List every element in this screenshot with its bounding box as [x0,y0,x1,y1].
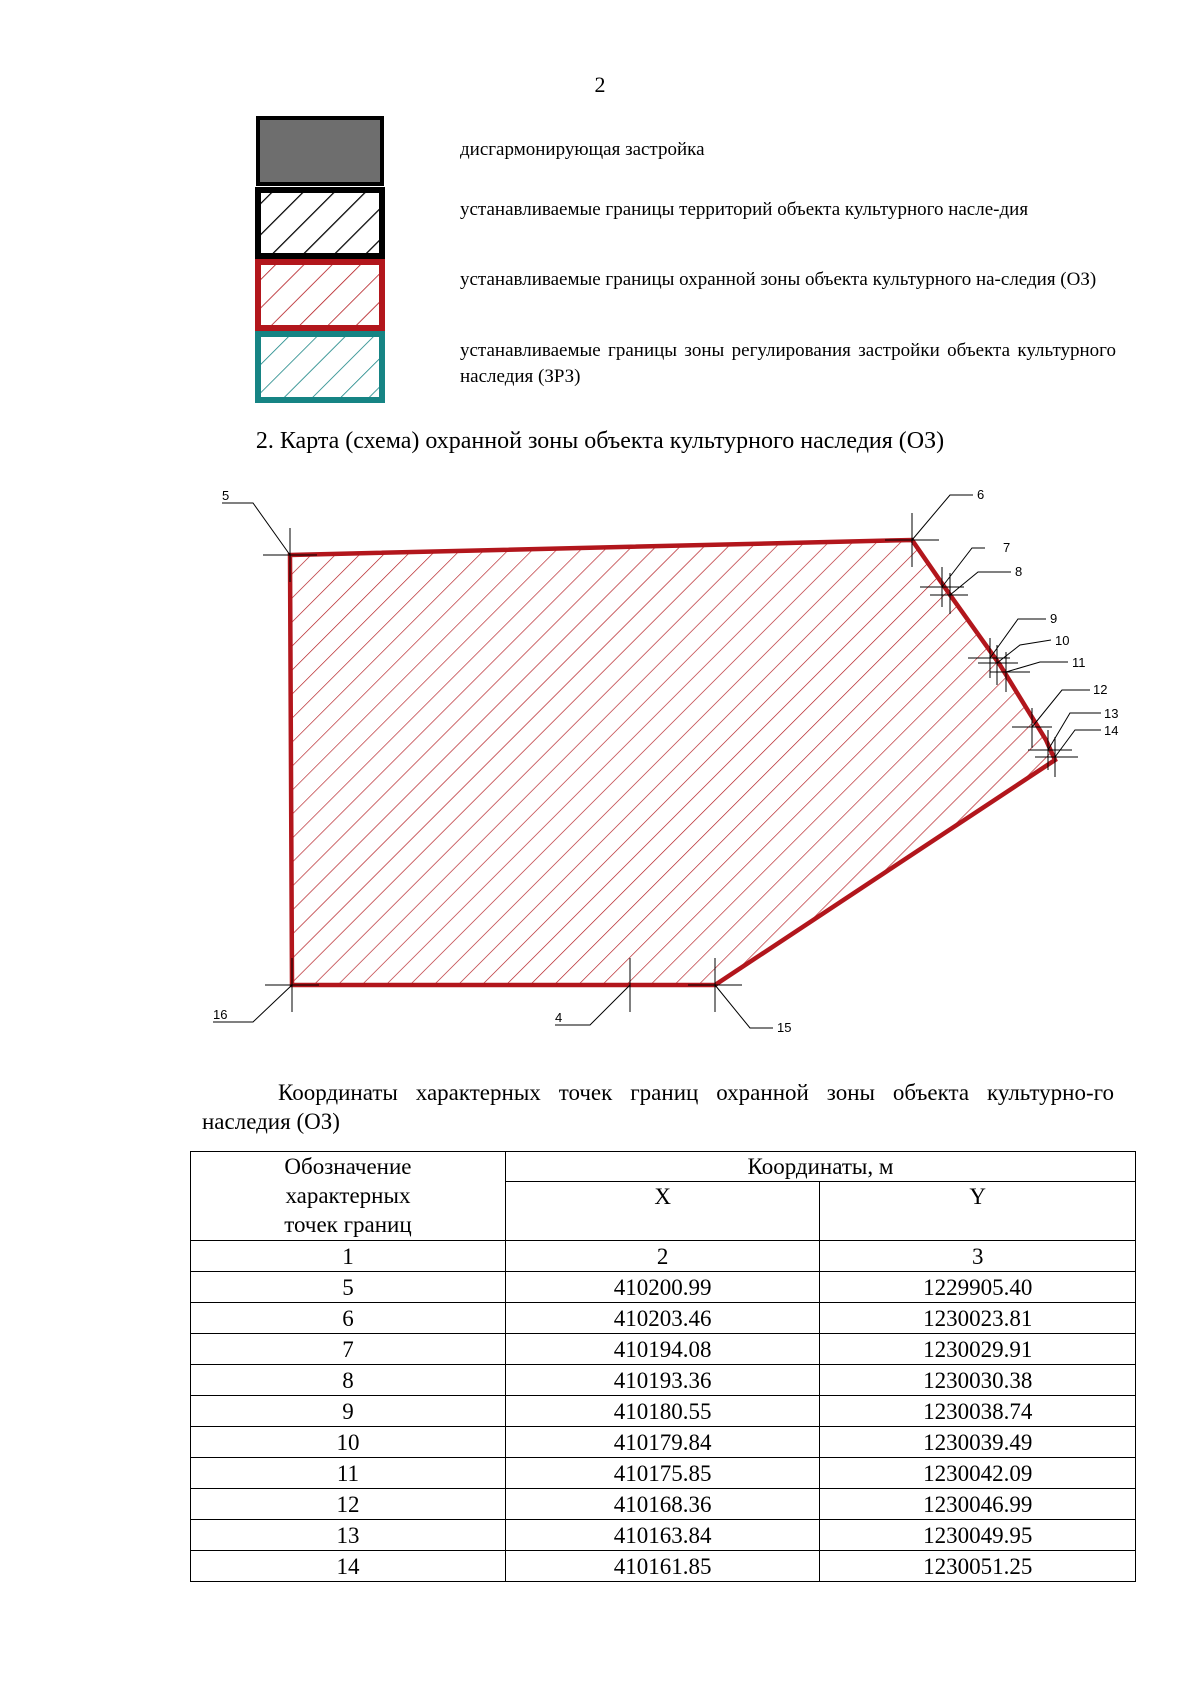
y-cell: 1230051.25 [820,1551,1136,1582]
x-cell: 410161.85 [505,1551,820,1582]
protection-zone-polygon [290,540,1058,985]
point-label-5: 5 [222,488,230,503]
point-label-6: 6 [977,487,985,502]
point-label-12: 12 [1093,682,1108,697]
table-row [191,1458,1136,1489]
x-cell: 410193.36 [505,1365,820,1396]
legend-text-territory: устанавливаемые границы территорий объекта культурного насле-дия [460,199,1029,220]
y-cell: 1230039.49 [820,1427,1136,1458]
point-cell: 11 [191,1458,506,1489]
header-x: X [505,1182,820,1241]
x-cell: 410163.84 [505,1520,820,1551]
table-row [191,1489,1136,1520]
header-y: Y [820,1182,1136,1241]
table-row [191,1272,1136,1303]
point-cell: 10 [191,1427,506,1458]
legend-text-disharmonious: дисгармонирующая застройка [460,139,705,160]
page-number: 2 [594,72,606,97]
y-cell: 1229905.40 [820,1272,1136,1303]
coordinates-table [190,1151,1136,1582]
x-cell: 410168.36 [505,1489,820,1520]
table-row [191,1427,1136,1458]
x-cell: 410194.08 [505,1334,820,1365]
numbering-cell: 3 [820,1241,1136,1272]
x-cell: 410200.99 [505,1272,820,1303]
header-point-designation: Обозначение характерных точек границ [191,1152,506,1241]
y-cell: 1230030.38 [820,1365,1136,1396]
table-row [191,1520,1136,1551]
point-label-9: 9 [1050,611,1058,626]
point-label-16: 16 [213,1007,228,1022]
x-cell: 410203.46 [505,1303,820,1334]
table-row [191,1551,1136,1582]
table-row [191,1365,1136,1396]
point-label-7: 7 [1003,540,1011,555]
table-row [191,1396,1136,1427]
y-cell: 1230023.81 [820,1303,1136,1334]
point-label-10: 10 [1055,633,1070,648]
x-cell: 410180.55 [505,1396,820,1427]
y-cell: 1230046.99 [820,1489,1136,1520]
y-cell: 1230029.91 [820,1334,1136,1365]
table-row [191,1334,1136,1365]
numbering-cell: 1 [191,1241,506,1272]
point-cell: 12 [191,1489,506,1520]
point-cell: 8 [191,1365,506,1396]
coords-caption: Координаты характерных точек границ охранной зоны объекта культурно-го наследия (ОЗ) [202,1080,1114,1134]
point-cell: 7 [191,1334,506,1365]
point-label-15: 15 [777,1020,792,1035]
table-row [191,1303,1136,1334]
y-cell: 1230038.74 [820,1396,1136,1427]
point-cell: 6 [191,1303,506,1334]
x-cell: 410179.84 [505,1427,820,1458]
y-cell: 1230042.09 [820,1458,1136,1489]
x-cell: 410175.85 [505,1458,820,1489]
legend-text-regulation-zone: устанавливаемые границы зоны регулирования застройки объекта культурного наследия (ЗРЗ) [460,340,1116,387]
map-title: 2. Карта (схема) охранной зоны объекта культурного наследия (ОЗ) [255,428,945,454]
point-label-4: 4 [555,1010,563,1025]
legend-text-protection-zone: устанавливаемые границы охранной зоны объекта культурного на-следия (ОЗ) [460,269,1097,290]
numbering-cell: 2 [505,1241,820,1272]
point-label-11: 11 [1072,655,1086,670]
point-label-14: 14 [1104,723,1119,738]
point-cell: 5 [191,1272,506,1303]
point-label-13: 13 [1104,706,1119,721]
point-cell: 9 [191,1396,506,1427]
point-cell: 14 [191,1551,506,1582]
point-cell: 13 [191,1520,506,1551]
y-cell: 1230049.95 [820,1520,1136,1551]
point-label-8: 8 [1015,564,1023,579]
header-coordinates: Координаты, м [505,1152,1135,1182]
